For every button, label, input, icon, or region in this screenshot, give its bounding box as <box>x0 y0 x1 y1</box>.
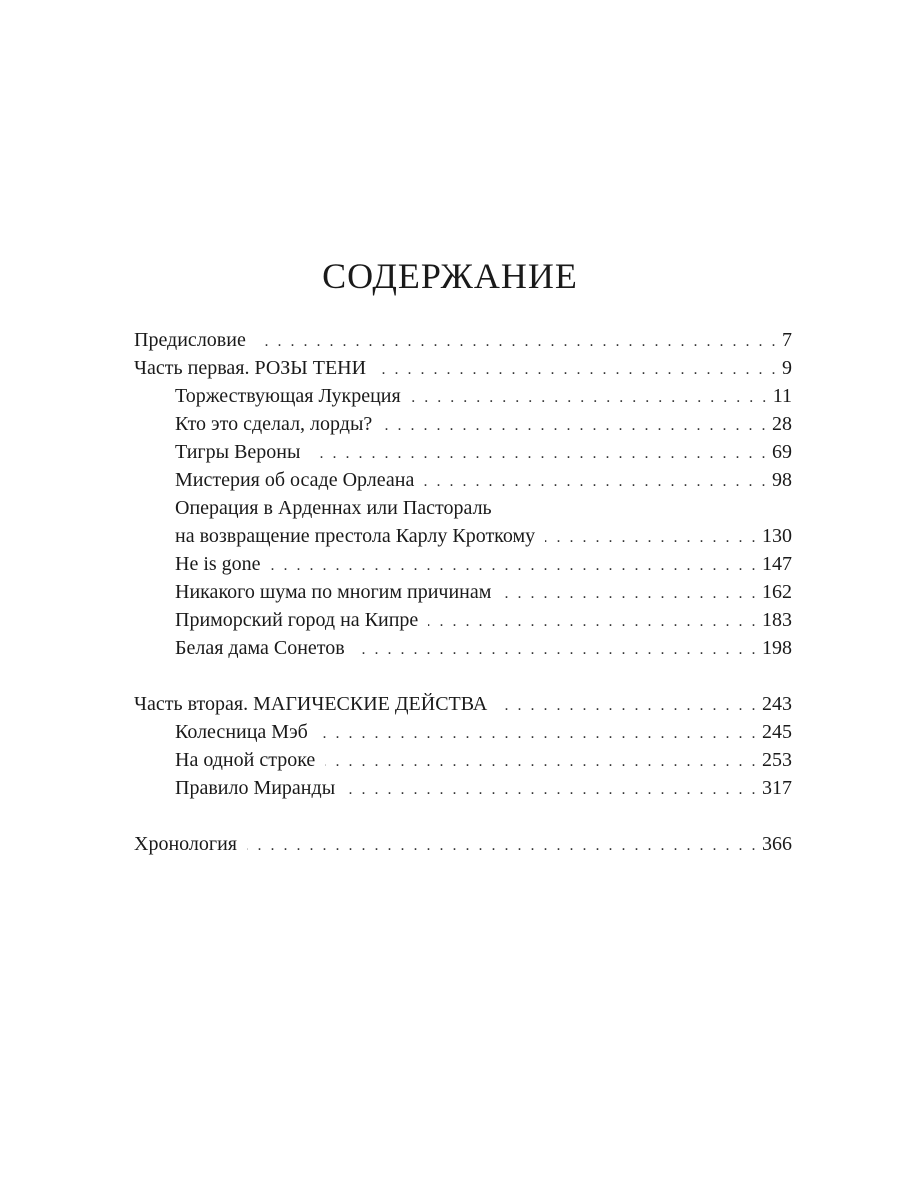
toc-entry-page: 130 <box>762 525 792 547</box>
toc-entry-chapter <box>134 382 792 410</box>
toc-entry-page: 147 <box>762 553 792 575</box>
dot-leader <box>411 384 769 412</box>
dot-leader <box>325 748 758 776</box>
toc-entry-title: Приморский город на Кипре <box>175 609 419 631</box>
toc-entry-title: Торжествующая Лукреция <box>175 385 401 407</box>
toc-entry-title: Никакого шума по многим причинам <box>175 581 492 603</box>
dot-leader <box>345 776 758 804</box>
toc-entry-page: 11 <box>772 385 792 407</box>
dot-leader <box>501 580 758 608</box>
toc-entry-page: 9 <box>782 357 792 379</box>
dot-leader <box>497 692 758 720</box>
toc-entry-title: Мистерия об осаде Орлеана <box>175 469 415 491</box>
toc-entry-title: Предисловие <box>134 329 246 351</box>
toc-entry-page: 7 <box>782 329 792 351</box>
dot-leader <box>271 552 758 580</box>
toc-entry-title: He is gone <box>175 553 261 575</box>
toc-entry-title: Правило Миранды <box>175 777 336 799</box>
toc-entry-title: Операция в Арденнах или Пастораль <box>175 497 492 519</box>
toc-entry-page: 243 <box>762 693 792 715</box>
toc-entry-title: Кто это сделал, лорды? <box>175 413 373 435</box>
toc-entry-preface <box>134 326 792 354</box>
toc-entry-page: 162 <box>762 581 792 603</box>
toc-entry-page: 28 <box>772 413 792 435</box>
toc-entry-page: 98 <box>772 469 792 491</box>
toc-entry-chapter <box>134 438 792 466</box>
toc-entry-chapter <box>134 774 792 802</box>
toc-entry-page: 317 <box>762 777 792 799</box>
toc-entry-chapter <box>134 634 792 662</box>
dot-leader <box>424 468 768 496</box>
toc-entry-chapter <box>134 718 792 746</box>
toc-entry-chapter <box>134 466 792 494</box>
toc-entry-part-two <box>134 690 792 718</box>
toc-entry-page: 198 <box>762 637 792 659</box>
toc-entry-title: Тигры Вероны <box>175 441 301 463</box>
dot-leader <box>355 636 758 664</box>
toc-entry-chapter <box>134 410 792 438</box>
dot-leader <box>376 356 778 384</box>
toc-entry-title: Колесница Мэб <box>175 721 308 743</box>
dot-leader <box>428 608 758 636</box>
toc-entry-page: 253 <box>762 749 792 771</box>
toc-entry-page: 69 <box>772 441 792 463</box>
dot-leader <box>256 328 778 356</box>
toc-entry-page: 366 <box>762 833 792 855</box>
toc-entry-title: Белая дама Сонетов <box>175 637 345 659</box>
toc-entry-page: 183 <box>762 609 792 631</box>
toc-entry-title: Часть вторая. МАГИЧЕСКИЕ ДЕЙСТВА <box>134 693 488 715</box>
dot-leader <box>310 440 768 468</box>
dot-leader <box>382 412 768 440</box>
toc-entry-title: Часть первая. РОЗЫ ТЕНИ <box>134 357 367 379</box>
toc-entry-title: На одной строке <box>175 749 316 771</box>
toc-entry-chapter-line-2 <box>134 522 792 550</box>
table-of-contents <box>134 326 792 858</box>
toc-entry-chapter <box>134 746 792 774</box>
toc-entry-title: на возвращение престола Карлу Кроткому <box>175 525 536 547</box>
toc-entry-chapter <box>134 578 792 606</box>
toc-entry-title: Хронология <box>134 833 237 855</box>
dot-leader <box>318 720 758 748</box>
dot-leader <box>247 832 758 860</box>
page-title: СОДЕРЖАНИЕ <box>322 256 578 296</box>
toc-entry-chapter <box>134 550 792 578</box>
toc-entry-part-one <box>134 354 792 382</box>
dot-leader <box>545 524 758 552</box>
toc-entry-page: 245 <box>762 721 792 743</box>
toc-entry-chronology <box>134 830 792 858</box>
toc-entry-chapter <box>134 606 792 634</box>
toc-entry-chapter-line-1 <box>134 494 792 522</box>
